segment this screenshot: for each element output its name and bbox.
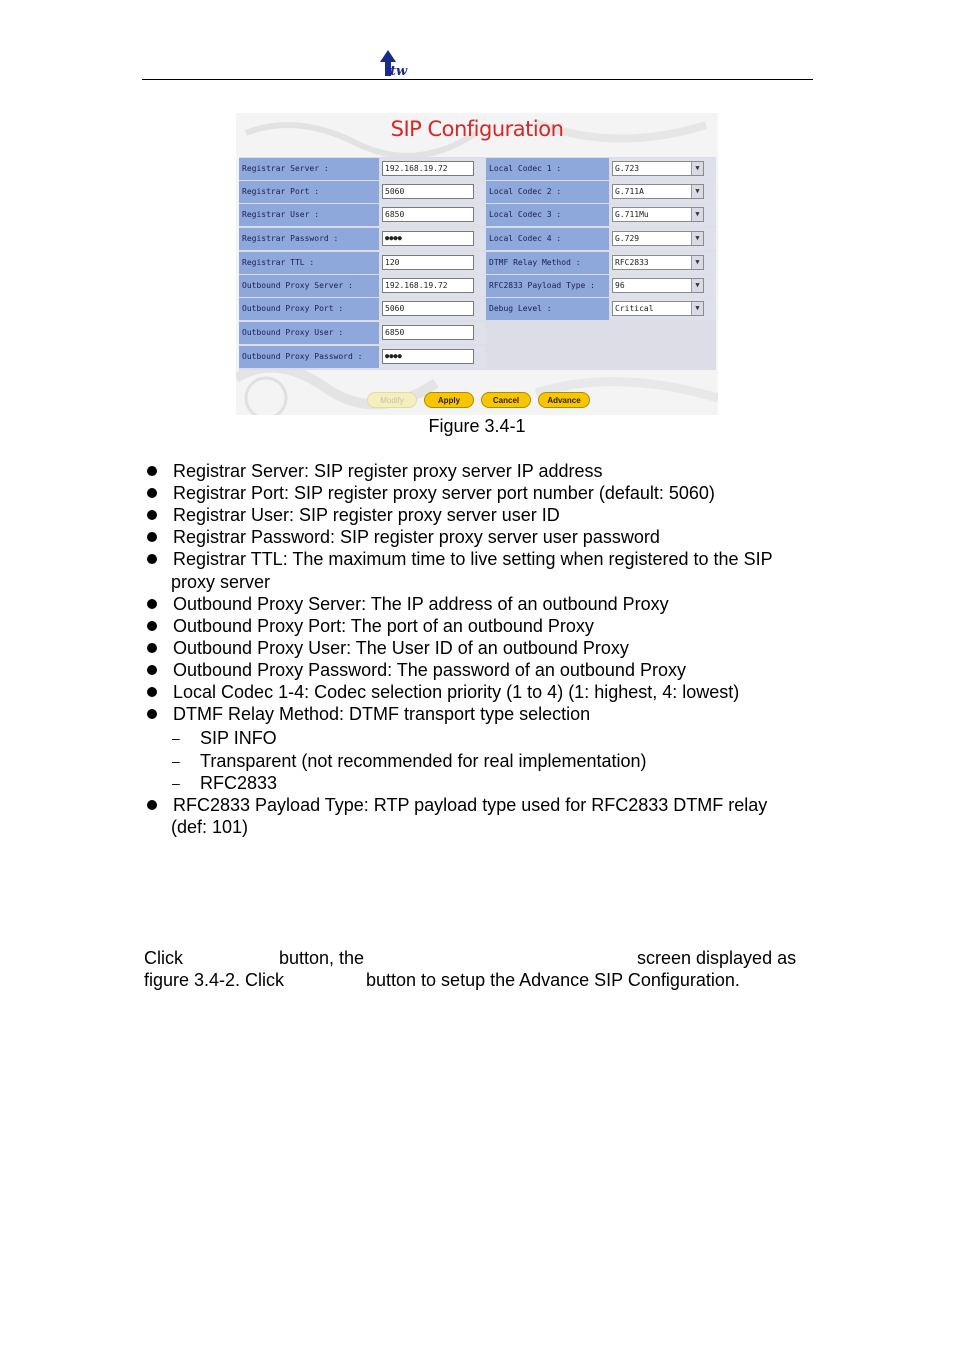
field-cell xyxy=(610,252,716,274)
field-cell xyxy=(610,204,716,226)
paragraph-text: figure 3.4-2. Click xyxy=(144,970,285,990)
chevron-down-icon: ▼ xyxy=(691,185,703,198)
list-item-continuation: (def: 101) xyxy=(171,817,249,837)
list-item-text: Outbound Proxy Password: The password of an outbound Proxy xyxy=(173,660,686,680)
field-cell xyxy=(380,275,485,297)
local-codec-3-value: G.711Mu xyxy=(615,210,649,219)
local-codec-4-value: G.729 xyxy=(615,234,640,243)
sub-list-item-text: RFC2833 xyxy=(200,773,278,793)
outbound-proxy-user-input[interactable]: 6850 xyxy=(382,325,474,340)
chevron-down-icon: ▼ xyxy=(691,162,703,175)
dtmf-relay-method-label: DTMF Relay Method : xyxy=(486,252,609,274)
bullet-icon xyxy=(147,800,157,810)
figure-button-bar xyxy=(236,388,718,412)
list-item-text: Outbound Proxy Server: The IP address of an outbound Proxy xyxy=(173,594,669,614)
debug-level-label: Debug Level : xyxy=(486,298,609,320)
list-item-text: Outbound Proxy User: The User ID of an outbound Proxy xyxy=(173,638,629,658)
local-codec-1-select[interactable] xyxy=(612,161,704,176)
bullet-icon xyxy=(147,709,157,719)
local-codec-2-value: G.711A xyxy=(615,187,644,196)
debug-level-select[interactable] xyxy=(612,301,704,316)
rfc2833-payload-type-value: 96 xyxy=(615,281,625,290)
chevron-down-icon: ▼ xyxy=(691,302,703,315)
field-cell xyxy=(380,228,485,250)
chevron-down-icon: ▼ xyxy=(691,256,703,269)
dash-icon: – xyxy=(172,730,180,746)
outbound-proxy-port-input[interactable]: 5060 xyxy=(382,301,474,316)
dash-icon: – xyxy=(172,753,180,769)
paragraph-text: Click xyxy=(144,948,183,968)
outbound-proxy-password-label: Outbound Proxy Password : xyxy=(239,346,379,368)
form-row xyxy=(239,275,716,297)
form-row xyxy=(239,346,716,368)
local-codec-3-label: Local Codec 3 : xyxy=(486,204,609,226)
chevron-down-icon: ▼ xyxy=(691,232,703,245)
list-item-text: Registrar Password: SIP register proxy server user password xyxy=(173,527,660,547)
bullet-icon xyxy=(147,687,157,697)
bullet-icon xyxy=(147,621,157,631)
chevron-down-icon: ▼ xyxy=(691,279,703,292)
registrar-user-label: Registrar User : xyxy=(239,204,379,226)
field-cell xyxy=(610,158,716,180)
local-codec-1-value: G.723 xyxy=(615,164,640,173)
field-cell xyxy=(380,298,485,320)
arrow-up-logo-icon xyxy=(376,48,408,78)
dtmf-relay-method-value: RFC2833 xyxy=(615,258,649,267)
registrar-port-input[interactable]: 5060 xyxy=(382,184,474,199)
bullet-icon xyxy=(147,599,157,609)
cancel-button[interactable]: Cancel xyxy=(481,392,531,408)
bullet-icon xyxy=(147,510,157,520)
field-cell xyxy=(380,252,485,274)
registrar-user-input[interactable]: 6850 xyxy=(382,207,474,222)
field-cell xyxy=(380,181,485,203)
form-row xyxy=(239,158,716,180)
registrar-ttl-input[interactable]: 120 xyxy=(382,255,474,270)
registrar-ttl-label: Registrar TTL : xyxy=(239,252,379,274)
field-cell xyxy=(380,346,485,368)
field-cell xyxy=(380,158,485,180)
svg-text:tw: tw xyxy=(390,64,408,78)
list-item-text: Registrar TTL: The maximum time to live setting when registered to the SIP xyxy=(173,549,773,569)
list-item-text: DTMF Relay Method: DTMF transport type selection xyxy=(173,704,591,724)
outbound-proxy-server-input[interactable]: 192.168.19.72 xyxy=(382,278,474,293)
apply-button[interactable]: Apply xyxy=(424,392,474,408)
header-rule xyxy=(142,79,813,80)
sip-form-grid xyxy=(239,157,716,370)
form-row xyxy=(239,181,716,203)
field-cell xyxy=(380,322,485,344)
list-item-text: Registrar Server: SIP register proxy server IP address xyxy=(173,461,603,481)
modify-button[interactable]: Modify xyxy=(367,392,417,408)
form-row xyxy=(239,228,716,250)
registrar-server-label: Registrar Server : xyxy=(239,158,379,180)
local-codec-3-select[interactable] xyxy=(612,207,704,222)
list-item-text: RFC2833 Payload Type: RTP payload type used for RFC2833 DTMF relay xyxy=(173,795,768,815)
local-codec-4-label: Local Codec 4 : xyxy=(486,228,609,250)
form-row xyxy=(239,298,716,320)
paragraph-text: button to setup the Advance SIP Configuration. xyxy=(366,970,740,990)
local-codec-1-label: Local Codec 1 : xyxy=(486,158,609,180)
figure-caption: Figure 3.4-1 xyxy=(428,416,526,436)
bullet-icon xyxy=(147,665,157,675)
registrar-server-input[interactable]: 192.168.19.72 xyxy=(382,161,474,176)
outbound-proxy-user-label: Outbound Proxy User : xyxy=(239,322,379,344)
field-cell xyxy=(610,228,716,250)
registrar-port-label: Registrar Port : xyxy=(239,181,379,203)
outbound-proxy-password-input[interactable]: ●●●● xyxy=(382,349,474,364)
figure-title: SIP Configuration xyxy=(390,117,564,141)
form-row xyxy=(239,204,716,226)
form-row xyxy=(239,322,716,344)
paragraph-text: screen displayed as xyxy=(637,948,797,968)
list-item-continuation: proxy server xyxy=(171,572,271,592)
field-cell xyxy=(610,275,716,297)
dash-icon: – xyxy=(172,775,180,791)
outbound-proxy-server-label: Outbound Proxy Server : xyxy=(239,275,379,297)
bullet-icon xyxy=(147,554,157,564)
list-item-text: Local Codec 1-4: Codec selection priority (1 to 4) (1: highest, 4: lowest) xyxy=(173,682,740,702)
rfc2833-payload-type-select[interactable] xyxy=(612,278,704,293)
field-cell xyxy=(380,204,485,226)
dtmf-relay-method-select[interactable] xyxy=(612,255,704,270)
local-codec-2-select[interactable] xyxy=(612,184,704,199)
sub-list-item-text: SIP INFO xyxy=(200,728,277,748)
sub-list-item-text: Transparent (not recommended for real implementation) xyxy=(200,751,647,771)
debug-level-value: Critical xyxy=(615,304,654,313)
bullet-icon xyxy=(147,532,157,542)
bullet-icon xyxy=(147,488,157,498)
sip-configuration-figure xyxy=(236,113,718,415)
paragraph-text: button, the xyxy=(279,948,365,968)
field-cell xyxy=(610,181,716,203)
local-codec-4-select[interactable] xyxy=(612,231,704,246)
list-item-text: Registrar User: SIP register proxy server user ID xyxy=(173,505,560,525)
form-row xyxy=(239,252,716,274)
chevron-down-icon: ▼ xyxy=(691,208,703,221)
registrar-password-label: Registrar Password : xyxy=(239,228,379,250)
list-item-text: Outbound Proxy Port: The port of an outbound Proxy xyxy=(173,616,594,636)
registrar-password-input[interactable]: ●●●● xyxy=(382,231,474,246)
advance-button[interactable]: Advance xyxy=(538,392,590,408)
bullet-icon xyxy=(147,643,157,653)
list-item-text: Registrar Port: SIP register proxy server port number (default: 5060) xyxy=(173,483,715,503)
rfc2833-payload-type-label: RFC2833 Payload Type : xyxy=(486,275,609,297)
field-cell xyxy=(610,298,716,320)
paragraph xyxy=(144,947,810,991)
outbound-proxy-port-label: Outbound Proxy Port : xyxy=(239,298,379,320)
bullet-icon xyxy=(147,466,157,476)
local-codec-2-label: Local Codec 2 : xyxy=(486,181,609,203)
